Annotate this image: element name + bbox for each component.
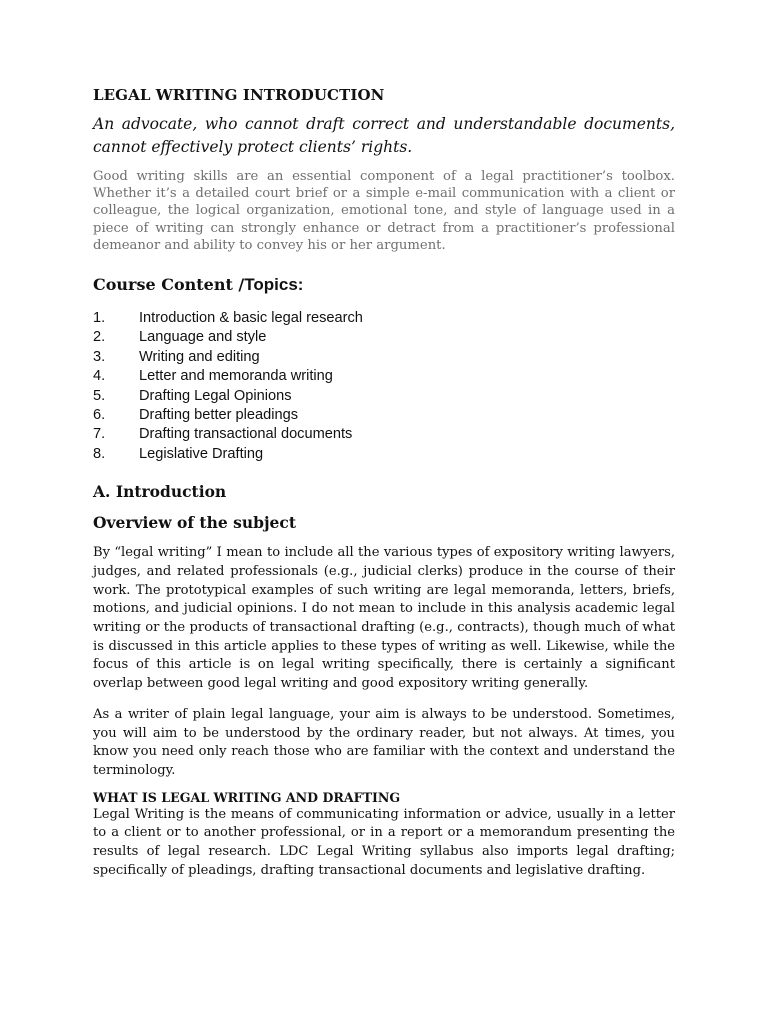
epigraph-quote: An advocate, who cannot draft correct and understandable documents, cannot effectively protect clients’ rights. — [93, 115, 675, 156]
overview-paragraph-2: As a writer of plain legal language, your aim is always to be understood. Sometimes, you will aim to be understood by the ordinary reader, but not always. At times, you know you need only reach those who are familiar with the context and understand the terminology. — [93, 706, 675, 778]
topic-label: Language and style — [139, 329, 267, 346]
topic-item — [93, 406, 675, 425]
overview-subheading: Overview of the subject — [93, 513, 297, 533]
overview-paragraph-1: By “legal writing” I mean to include all the various types of expository writing lawyers, judges, and related professionals (e.g., judicial clerks) produce in the course of their work. The prototypical examples of such writing are legal memoranda, letters, briefs, motions, and judicial opinions. I do not mean to include in this analysis academic legal writing or the products of transactional drafting (e.g., contracts), though much of what is discussed in this article applies to these types of writing as well. Likewise, while the focus of this article is on legal writing specifically, there is certainly a significant overlap between good legal writing and good expository writing generally. — [93, 545, 675, 692]
topics-list — [93, 309, 675, 464]
topic-item — [93, 425, 675, 444]
topic-item — [93, 445, 675, 464]
course-heading-part1: Course Content / — [93, 275, 245, 295]
topic-item — [93, 348, 675, 367]
topic-number: 8. — [93, 445, 106, 462]
document-page — [93, 86, 675, 881]
intro-paragraph: Good writing skills are an essential component of a legal practitioner’s toolbox. Whether it’s a detailed court brief or a simple e-mail communication with a client or colleague, the logical organization, emotional tone, and style of language used in a piece of writing can strongly enhance or detract from a practitioner’s professional demeanor and ability to convey his or her argument. — [93, 169, 675, 253]
topic-label: Legislative Drafting — [139, 445, 264, 462]
topic-number: 1. — [93, 310, 106, 327]
course-heading-part2: Topics: — [244, 275, 304, 295]
topic-label: Letter and memoranda writing — [139, 368, 333, 385]
topic-number: 2. — [93, 329, 106, 346]
topic-label: Drafting transactional documents — [139, 426, 353, 443]
what-is-heading: WHAT IS LEGAL WRITING AND DRAFTING — [93, 789, 401, 805]
topic-item — [93, 367, 675, 386]
topic-label: Introduction & basic legal research — [139, 310, 363, 327]
document-title: LEGAL WRITING INTRODUCTION — [93, 86, 385, 104]
section-a-heading: A. Introduction — [93, 482, 227, 502]
topic-number: 4. — [93, 368, 106, 385]
course-content-heading — [93, 275, 675, 295]
topic-item — [93, 309, 675, 328]
topic-item — [93, 328, 675, 347]
topic-label: Drafting better pleadings — [139, 407, 299, 424]
topic-number: 5. — [93, 387, 106, 404]
topic-number: 3. — [93, 348, 106, 365]
topic-number: 7. — [93, 426, 106, 443]
topic-label: Drafting Legal Opinions — [139, 387, 292, 404]
topic-label: Writing and editing — [139, 348, 260, 365]
topic-item — [93, 387, 675, 406]
what-is-paragraph: Legal Writing is the means of communicating information or advice, usually in a letter to a client or to another professional, or in a report or a memorandum presenting the results of legal research. LDC Legal Writing syllabus also imports legal drafting; specifically of pleadings, drafting transactional documents and legislative drafting. — [93, 806, 675, 878]
topic-number: 6. — [93, 407, 106, 424]
